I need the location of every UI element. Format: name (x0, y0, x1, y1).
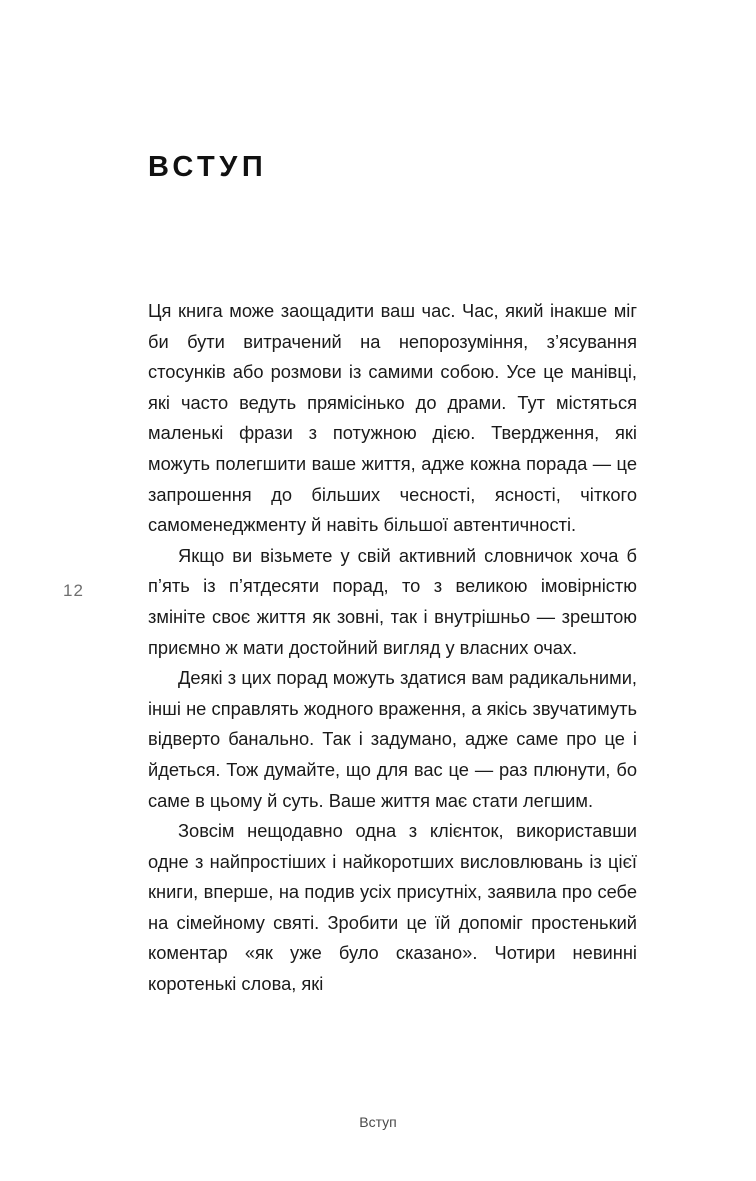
page-number: 12 (63, 581, 84, 600)
chapter-title: ВСТУП (148, 151, 268, 183)
body-text (148, 296, 637, 1000)
paragraph-3: Деякі з цих порад можуть здатися вам радикальними, інші не справлять жодного враження, а якісь звучатимуть відверто банально. Так і задумано, адже саме про це і йдеться. Тож думайте, що для вас це — раз плюнути, бо саме в цьому й суть. Ваше життя має стати легшим. (148, 667, 637, 811)
paragraph-1: Ця книга може заощадити ваш час. Час, який інакше міг би бути витрачений на непорозуміння, з’ясування стосунків або розмови із самими собою. Усе це манівці, які часто ведуть прямісінько до драми. Тут містяться маленькі фрази з потужною дією. Твердження, які можуть полегшити ваше життя, адже кожна порада — це запрошення до більших чесності, ясності, чіткого самоменеджменту й навіть більшої автентичності. (148, 300, 637, 536)
paragraph-4: Зовсім нещодавно одна з клієнток, використавши одне з найпростіших і найкоротших висловлювань із цієї книги, вперше, на подив усіх присутніх, заявила про себе на сімейному святі. Зробити це їй допоміг простенький коментар «як уже було сказано». Чотири невинні коротенькі слова, які (148, 820, 637, 995)
running-footer-title: Вступ (359, 1114, 397, 1130)
paragraph-2: Якщо ви візьмете у свій активний словничок хоча б п’ять із п’ятдесяти порад, то з великою імовірністю змініте своє життя як зовні, так і внутрішньо — зрештою приємно ж мати достойний вигляд у власних очах. (148, 544, 637, 658)
